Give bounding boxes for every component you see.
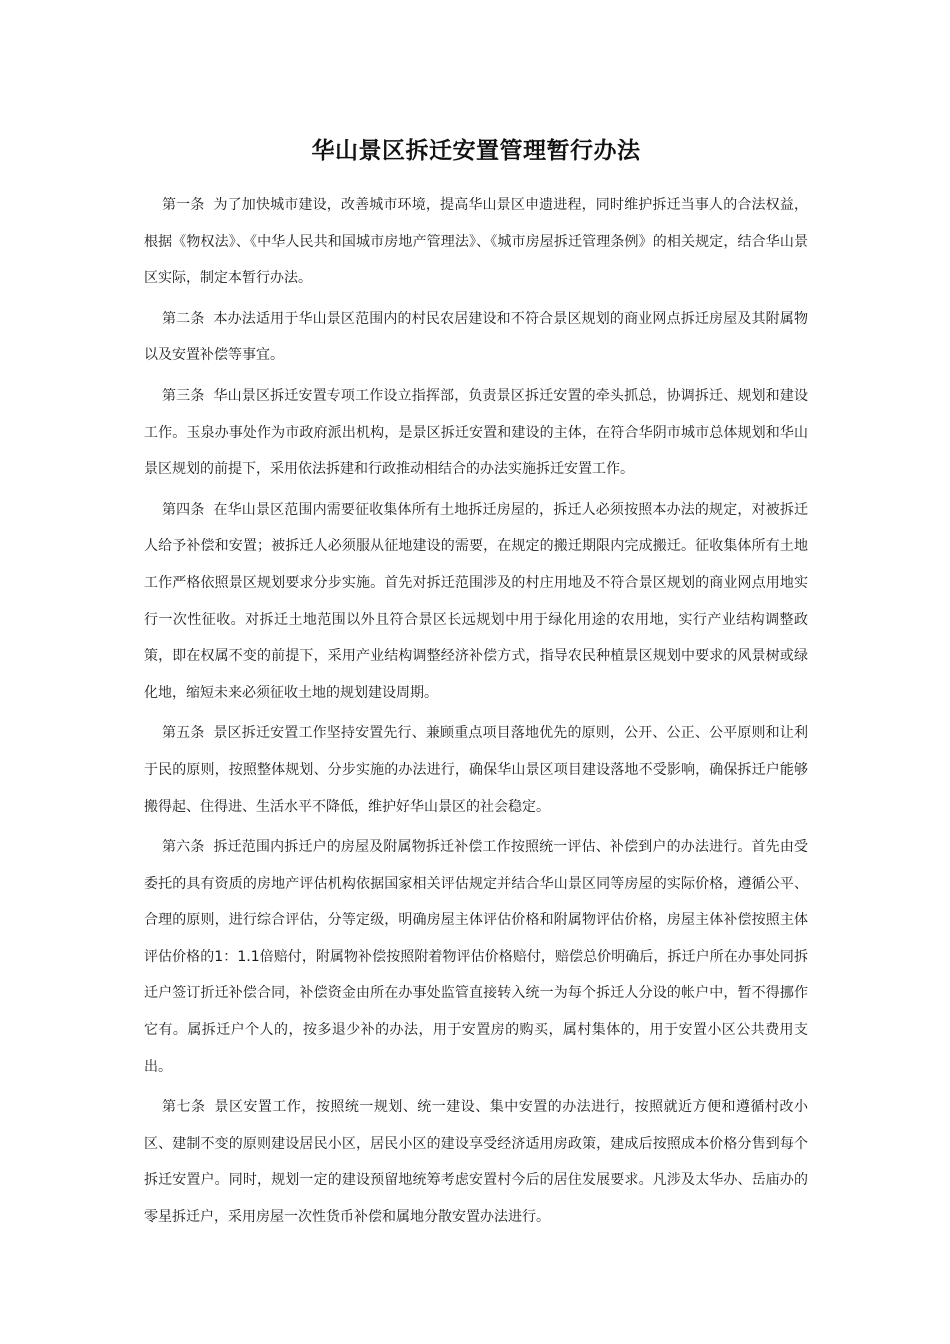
article-text: 本办法适用于华山景区范围内的村民农居建设和不符合景区规划的商业网点拆迁房屋及其附属物以及安置补偿等事宜。 xyxy=(144,310,809,364)
article-label: 第三条 xyxy=(162,387,205,404)
article-label: 第五条 xyxy=(162,725,205,742)
document-body xyxy=(144,187,808,1240)
article-text: 景区拆迁安置工作坚持安置先行、兼顾重点项目落地优先的原则，公开、公正、公平原则和让利于民的原则，按照整体规划、分步实施的办法进行，确保华山景区项目建设落地不受影响，确保拆迁户能够搬得起、住得进、生活水平不降低，维护好华山景区的社会稳定。 xyxy=(144,725,809,815)
article-text: 拆迁范围内拆迁户的房屋及附属物拆迁补偿工作按照统一评估、补偿到户的办法进行。首先由受委托的具有资质的房地产评估机构依据国家相关评估规定并结合华山景区同等房屋的实际价格，遵循公平、合理的原则，进行综合评估，分等定级，明确房屋主体评估价格和附属物评估价格，房屋主体补偿按照主体评估价格的1：1.1倍赔付，附属物补偿按照附着物评估价格赔付，赔偿总价明确后，拆迁户所在办事处同拆迁户签订折迁补偿合同，补偿资金由所在办事处监管直接转入统一为每个拆迁人分设的帐户中，暂不得挪作它有。属拆迁户个人的，按多退少补的办法，用于安置房的购买，属村集体的，用于安置小区公共费用支出。 xyxy=(144,839,809,1075)
article-4 xyxy=(144,492,808,712)
article-label: 第一条 xyxy=(162,197,205,213)
article-6 xyxy=(144,829,808,1085)
article-text: 华山景区拆迁安置专项工作设立指挥部，负责景区拆迁安置的牵头抓总，协调拆迁、规划和建设工作。玉泉办事处作为市政府派出机构，是景区拆迁安置和建设的主体，在符合华阴市城市总体规划和华山景区规划的前提下，采用依法拆建和行政推动相结合的办法实施拆迁安置工作。 xyxy=(144,387,809,478)
article-label: 第四条 xyxy=(162,501,205,518)
article-text: 景区安置工作，按照统一规划、统一建设、集中安置的办法进行，按照就近方便和遵循村改小区、建制不变的原则建设居民小区，居民小区的建设享受经济适用房政策，建成后按照成本价格分售到每个拆迁安置户。同时，规划一定的建设预留地统筹考虑安置村今后的居住发展要求。凡涉及太华办、岳庙办的零星拆迁户，采用房屋一次性货币补偿和属地分散安置办法进行。 xyxy=(144,1099,809,1226)
article-text: 为了加快城市建设，改善城市环境，提高华山景区申遗进程，同时维护拆迁当事人的合法权益，根据《物权法》、《中华人民共和国城市房地产管理法》、《城市房屋拆迁管理条例》的相关规定，结合华山景区实际，制定本暂行办法。 xyxy=(144,197,809,287)
article-3 xyxy=(144,378,808,488)
article-2 xyxy=(144,301,808,374)
article-text: 在华山景区范围内需要征收集体所有土地拆迁房屋的，拆迁人必须按照本办法的规定，对被拆迁人给予补偿和安置；被拆迁人必须服从征地建设的需要，在规定的搬迁期限内完成搬迁。征收集体所有土地工作严格依照景区规划要求分步实施。首先对拆迁范围涉及的村庄用地及不符合景区规划的商业网点用地实行一次性征收。对拆迁土地范围以外且符合景区长远规划中用于绿化用途的农用地，实行产业结构调整政策，即在权属不变的前提下，采用产业结构调整经济补偿方式，指导农民种植景区规划中要求的风景树或绿化地，缩短未来必须征收土地的规划建设周期。 xyxy=(144,501,809,701)
document-title: 华山景区拆迁安置管理暂行办法 xyxy=(311,138,641,164)
article-1 xyxy=(144,187,808,297)
article-label: 第七条 xyxy=(162,1099,206,1116)
article-7 xyxy=(144,1089,808,1235)
article-label: 第六条 xyxy=(162,839,205,856)
article-label: 第二条 xyxy=(162,310,205,327)
article-5 xyxy=(144,715,808,825)
